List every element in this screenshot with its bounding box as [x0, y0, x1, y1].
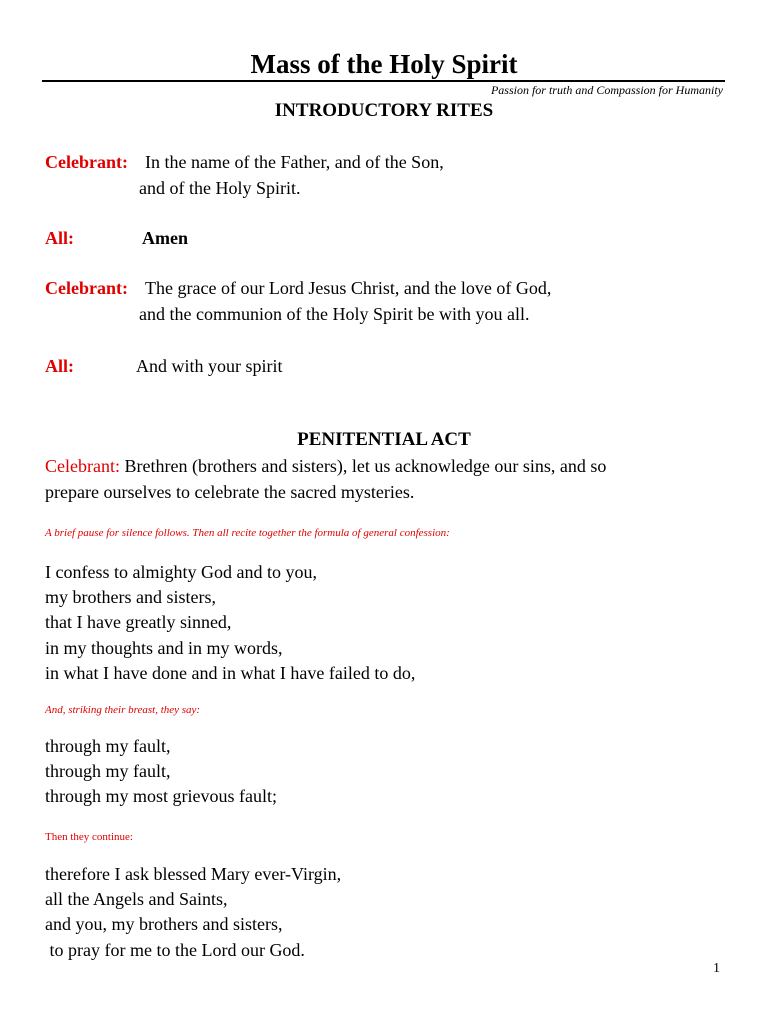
speaker-label: Celebrant: [45, 152, 128, 172]
rubric-note: A brief pause for silence follows. Then all recite together the formula of general confession: [45, 527, 450, 539]
section-heading-introductory-rites: INTRODUCTORY RITES [274, 100, 494, 121]
rubric-note: Then they continue: [45, 831, 133, 843]
dialogue-line: In the name of the Father, and of the Son, [145, 152, 444, 172]
celebrant-invitation [45, 454, 606, 478]
speaker-label: All: [45, 356, 74, 376]
prayer-line: that I have greatly sinned, [45, 612, 232, 633]
prayer-line: through my most grievous fault; [45, 786, 277, 807]
prayer-line: all the Angels and Saints, [45, 889, 228, 910]
page-number: 1 [713, 961, 720, 976]
title-divider [42, 80, 725, 82]
prayer-line: therefore I ask blessed Mary ever-Virgin, [45, 864, 342, 884]
confession-block-2 [45, 734, 277, 810]
rubric-note: And, striking their breast, they say: [45, 704, 201, 716]
speaker-label: Celebrant: [45, 456, 120, 476]
prayer-line: my brothers and sisters, [45, 587, 216, 608]
response-line: And with your spirit [136, 356, 283, 376]
dialogue-line: prepare ourselves to celebrate the sacred mysteries. [45, 482, 415, 502]
dialogue-line: The grace of our Lord Jesus Christ, and the love of God, [145, 278, 552, 298]
prayer-line: through my fault, [45, 761, 171, 782]
speaker-label: All: [45, 228, 74, 248]
document-title: Mass of the Holy Spirit [250, 49, 518, 79]
tagline: Passion for truth and Compassion for Humanity [490, 83, 723, 97]
speaker-label: Celebrant: [45, 278, 128, 298]
dialogue-line: Brethren (brothers and sisters), let us acknowledge our sins, and so [124, 456, 607, 476]
dialogue-line: and of the Holy Spirit. [139, 178, 301, 198]
response-line: Amen [142, 228, 188, 248]
prayer-line: to pray for me to the Lord our God. [45, 939, 305, 960]
dialogue-line: and the communion of the Holy Spirit be with you all. [139, 304, 530, 324]
section-heading-penitential-act: PENITENTIAL ACT [297, 429, 471, 450]
confession-block-3 [45, 862, 341, 963]
prayer-line: in what I have done and in what I have failed to do, [45, 662, 416, 683]
prayer-line: and you, my brothers and sisters, [45, 914, 283, 935]
prayer-line: in my thoughts and in my words, [45, 637, 283, 658]
prayer-line: I confess to almighty God and to you, [45, 562, 317, 582]
confession-block-1 [45, 560, 415, 686]
prayer-line: through my fault, [45, 736, 171, 756]
